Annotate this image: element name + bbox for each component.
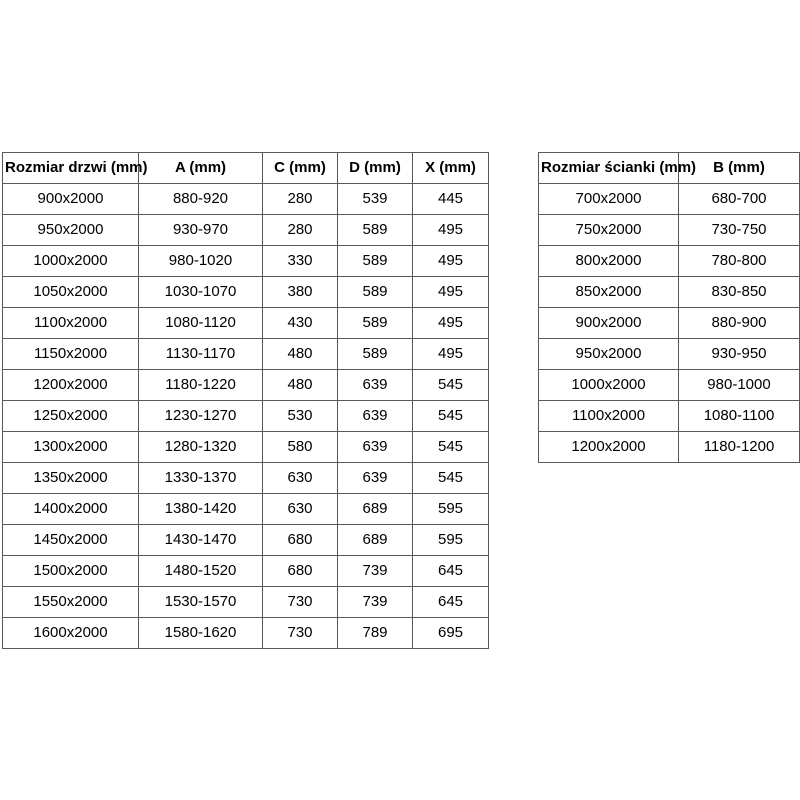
table-cell: 639 [338,401,413,432]
wall-table-body [539,184,800,463]
table-row [539,246,800,277]
table-cell: 630 [263,463,338,494]
table-row [3,618,489,649]
table-cell: 589 [338,246,413,277]
table-cell: 380 [263,277,338,308]
table-row [3,587,489,618]
table-cell: 950x2000 [539,339,679,370]
table-cell: 800x2000 [539,246,679,277]
table-cell: 639 [338,463,413,494]
table-cell: 1180-1200 [679,432,800,463]
table-cell: 1450x2000 [3,525,139,556]
table-row [3,401,489,432]
table-cell: 1000x2000 [3,246,139,277]
table-cell: 589 [338,339,413,370]
table-cell: 830-850 [679,277,800,308]
table-cell: 430 [263,308,338,339]
door-table-body [3,184,489,649]
table-cell: 750x2000 [539,215,679,246]
table-cell: 730-750 [679,215,800,246]
table-cell: 900x2000 [3,184,139,215]
table-cell: 495 [413,215,489,246]
table-cell: 595 [413,525,489,556]
table-cell: 1550x2000 [3,587,139,618]
table-row [3,277,489,308]
table-cell: 545 [413,432,489,463]
table-cell: 930-950 [679,339,800,370]
table-row [3,215,489,246]
table-row [3,246,489,277]
table-cell: 1200x2000 [3,370,139,401]
column-header: X (mm) [413,153,489,184]
table-cell: 589 [338,215,413,246]
table-cell: 595 [413,494,489,525]
table-cell: 689 [338,494,413,525]
table-row [3,525,489,556]
table-cell: 1080-1120 [139,308,263,339]
table-cell: 539 [338,184,413,215]
table-cell: 689 [338,525,413,556]
door-table-header-row [3,153,489,184]
wall-table-header-row [539,153,800,184]
table-cell: 330 [263,246,338,277]
table-cell: 480 [263,339,338,370]
table-cell: 1000x2000 [539,370,679,401]
table-cell: 880-920 [139,184,263,215]
table-cell: 495 [413,277,489,308]
column-header: B (mm) [679,153,800,184]
table-cell: 700x2000 [539,184,679,215]
table-cell: 730 [263,587,338,618]
table-row [3,463,489,494]
table-cell: 1050x2000 [3,277,139,308]
table-cell: 639 [338,370,413,401]
table-row [3,184,489,215]
table-cell: 495 [413,308,489,339]
table-cell: 880-900 [679,308,800,339]
table-cell: 445 [413,184,489,215]
table-cell: 495 [413,339,489,370]
table-row [539,215,800,246]
column-header: C (mm) [263,153,338,184]
table-cell: 680 [263,556,338,587]
table-cell: 900x2000 [539,308,679,339]
table-row [539,184,800,215]
table-cell: 980-1020 [139,246,263,277]
table-cell: 1480-1520 [139,556,263,587]
table-cell: 545 [413,463,489,494]
table-cell: 739 [338,587,413,618]
table-cell: 589 [338,308,413,339]
table-cell: 1580-1620 [139,618,263,649]
table-row [3,339,489,370]
table-cell: 930-970 [139,215,263,246]
table-cell: 480 [263,370,338,401]
table-cell: 789 [338,618,413,649]
table-cell: 1100x2000 [3,308,139,339]
table-cell: 495 [413,246,489,277]
table-cell: 739 [338,556,413,587]
table-cell: 1350x2000 [3,463,139,494]
table-cell: 630 [263,494,338,525]
table-cell: 680 [263,525,338,556]
table-row [539,370,800,401]
table-cell: 1430-1470 [139,525,263,556]
table-cell: 1150x2000 [3,339,139,370]
table-row [3,308,489,339]
column-header: A (mm) [139,153,263,184]
table-row [539,401,800,432]
table-row [539,339,800,370]
table-cell: 1180-1220 [139,370,263,401]
table-cell: 780-800 [679,246,800,277]
table-cell: 695 [413,618,489,649]
table-row [539,308,800,339]
table-cell: 1280-1320 [139,432,263,463]
table-row [539,432,800,463]
table-cell: 1080-1100 [679,401,800,432]
column-header: Rozmiar drzwi (mm) [3,153,139,184]
table-row [3,494,489,525]
table-cell: 1200x2000 [539,432,679,463]
table-cell: 1600x2000 [3,618,139,649]
table-cell: 280 [263,215,338,246]
table-cell: 645 [413,587,489,618]
table-cell: 645 [413,556,489,587]
table-cell: 1530-1570 [139,587,263,618]
table-cell: 280 [263,184,338,215]
table-cell: 850x2000 [539,277,679,308]
table-cell: 1380-1420 [139,494,263,525]
table-row [539,277,800,308]
column-header: D (mm) [338,153,413,184]
door-sizes-table [2,152,489,649]
table-cell: 589 [338,277,413,308]
table-cell: 1250x2000 [3,401,139,432]
table-cell: 1500x2000 [3,556,139,587]
wall-sizes-table [538,152,800,463]
table-cell: 545 [413,370,489,401]
table-cell: 730 [263,618,338,649]
table-cell: 680-700 [679,184,800,215]
table-cell: 1400x2000 [3,494,139,525]
column-header: Rozmiar ścianki (mm) [539,153,679,184]
table-cell: 1030-1070 [139,277,263,308]
table-cell: 980-1000 [679,370,800,401]
table-row [3,556,489,587]
table-cell: 1130-1170 [139,339,263,370]
table-cell: 1300x2000 [3,432,139,463]
table-cell: 545 [413,401,489,432]
table-row [3,432,489,463]
table-cell: 639 [338,432,413,463]
table-cell: 950x2000 [3,215,139,246]
table-row [3,370,489,401]
table-cell: 1230-1270 [139,401,263,432]
table-cell: 580 [263,432,338,463]
table-cell: 1100x2000 [539,401,679,432]
table-cell: 1330-1370 [139,463,263,494]
table-cell: 530 [263,401,338,432]
